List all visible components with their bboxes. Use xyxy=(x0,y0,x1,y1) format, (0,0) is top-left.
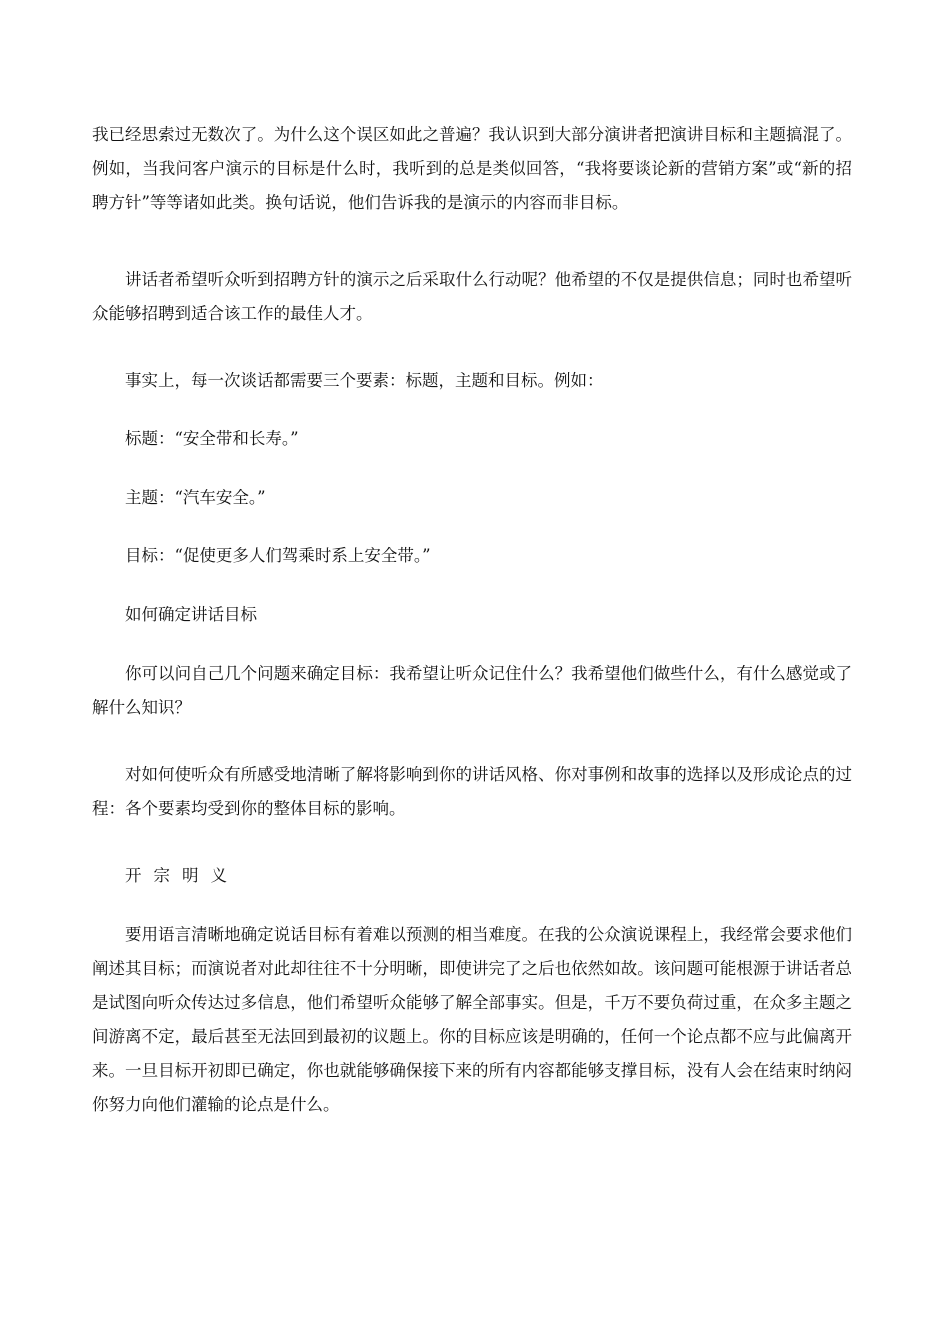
paragraph-title-example: 标题：“安全带和长寿。” xyxy=(125,429,299,448)
section-heading-goal: 如何确定讲话目标 xyxy=(125,605,257,624)
paragraph-goal-example: 目标：“促使更多人们驾乘时系上安全带。” xyxy=(125,546,431,565)
paragraph-5: 对如何使听众有所感受地清晰了解将影响到你的讲话风格、你对事例和故事的选择以及形成论点的过程：各个要素均受到你的整体目标的影响。 xyxy=(92,765,852,818)
paragraph-4: 你可以问自己几个问题来确定目标：我希望让听众记住什么？我希望他们做些什么，有什么感觉或了解什么知识？ xyxy=(92,664,852,717)
paragraph-2: 讲话者希望听众听到招聘方针的演示之后采取什么行动呢？他希望的不仅是提供信息；同时也希望听众能够招聘到适合该工作的最佳人才。 xyxy=(92,270,852,323)
paragraph-3: 事实上，每一次谈话都需要三个要素：标题，主题和目标。例如： xyxy=(125,371,604,390)
paragraph-1: 我已经思索过无数次了。为什么这个误区如此之普遍？我认识到大部分演讲者把演讲目标和主题搞混了。例如，当我问客户演示的目标是什么时，我听到的总是类似回答，“我将要谈论新的营销方案”或“新的招聘方针”等等诸如此类。换句话说，他们告诉我的是演示的内容而非目标。 xyxy=(92,125,852,212)
paragraph-6: 要用语言清晰地确定说话目标有着难以预测的相当难度。在我的公众演说课程上，我经常会要求他们阐述其目标；而演说者对此却往往不十分明晰，即使讲完了之后也依然如故。该问题可能根源于讲话者总是试图向听众传达过多信息，他们希望听众能够了解全部事实。但是，千万不要负荷过重，在众多主题之间游离不定，最后甚至无法回到最初的议题上。你的目标应该是明确的，任何一个论点都不应与此偏离开来。一旦目标开初即已确定，你也就能够确保接下来的所有内容都能够支撑目标，没有人会在结束时纳闷你努力向他们灌输的论点是什么。 xyxy=(92,925,852,1114)
paragraph-topic-example: 主题：“汽车安全。” xyxy=(125,488,266,507)
section-heading-clarity: 开宗明义 xyxy=(125,866,239,885)
